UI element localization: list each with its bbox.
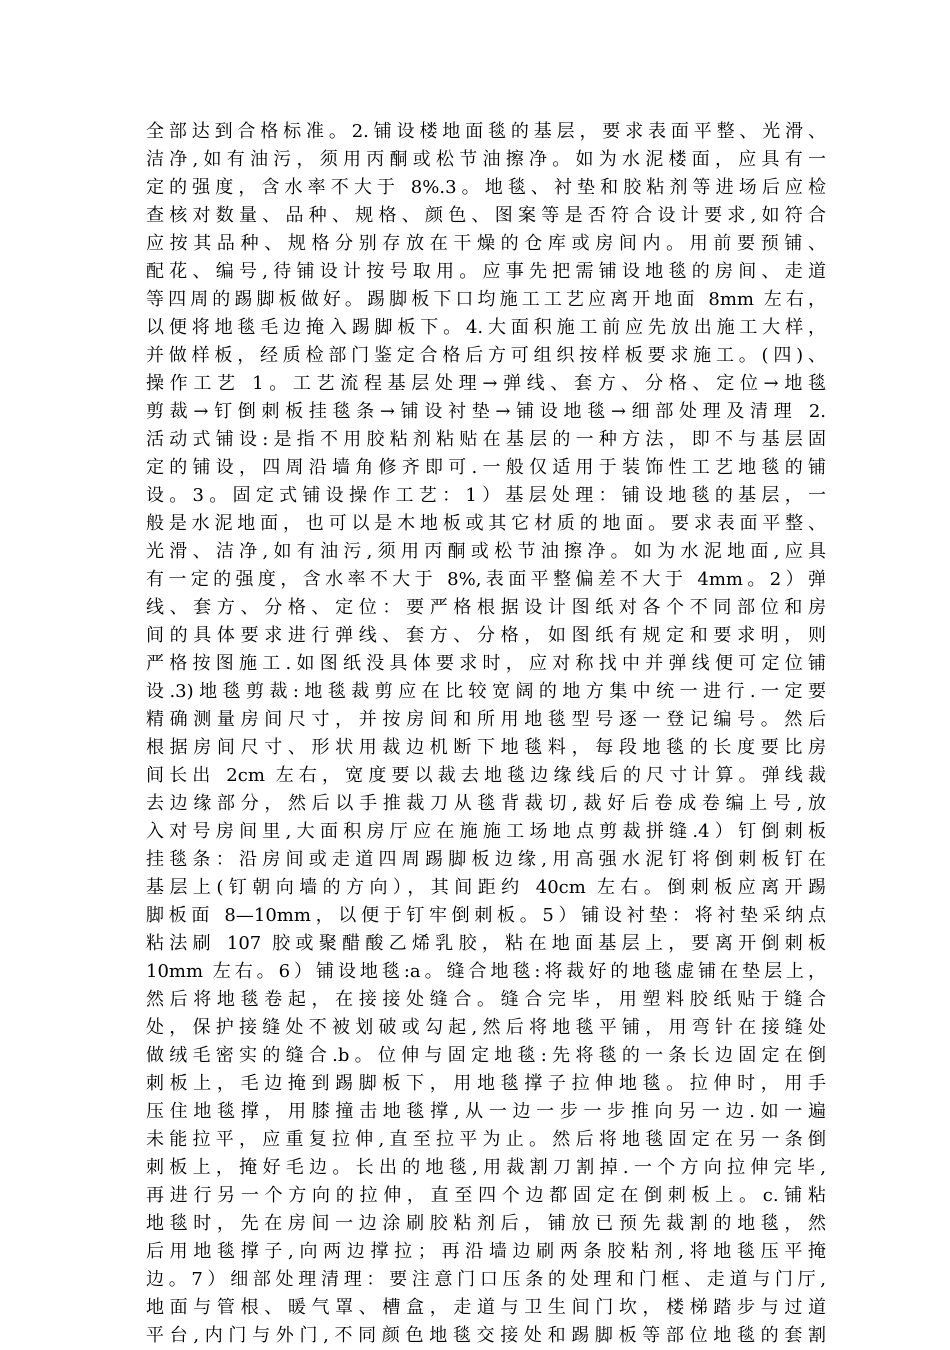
- text-line: 刺板上，掩好毛边。长出的地毯,用裁割刀割掉.一个方向拉伸完毕,: [146, 1157, 826, 1178]
- body-text: [146, 118, 826, 1350]
- text-line: 操作工艺 1。工艺流程基层处理→弹线、套方、分格、定位→地毯: [146, 373, 826, 394]
- text-line: 配花、编号,待铺设计按号取用。应事先把需铺设地毯的房间、走道: [146, 261, 826, 282]
- text-line: 定的强度，含水率不大于 8%.3。地毯、衬垫和胶粘剂等进场后应检: [146, 177, 826, 198]
- text-line: 有一定的强度，含水率不大于 8%,表面平整偏差不大于 4mm。2）弹: [146, 569, 826, 590]
- text-line: 根据房间尺寸、形状用裁边机断下地毯料，每段地毯的长度要比房: [146, 737, 826, 758]
- text-line: 以便将地毯毛边掩入踢脚板下。4.大面积施工前应先放出施工大样，: [146, 317, 826, 338]
- text-line: 间长出 2cm 左右，宽度要以裁去地毯边缘线后的尺寸计算。弹线裁: [146, 765, 826, 786]
- text-line: 剪裁→钉倒刺板挂毯条→铺设衬垫→铺设地毯→细部处理及清理 2.: [146, 401, 826, 422]
- text-line: 入对号房间里,大面积房厅应在施施工场地点剪裁拼缝.4）钉倒刺板: [146, 821, 826, 842]
- text-line: 等四周的踢脚板做好。踢脚板下口均施工工艺应离开地面 8mm 左右，: [146, 289, 826, 310]
- text-line: 后用地毯撑子,向两边撑拉；再沿墙边刷两条胶粘剂,将地毯压平掩: [146, 1241, 826, 1262]
- text-line: 间的具体要求进行弹线、套方、分格，如图纸有规定和要求明，则: [146, 625, 826, 646]
- text-line: 然后将地毯卷起，在接接处缝合。缝合完毕，用塑料胶纸贴于缝合: [146, 989, 826, 1010]
- text-line: 地面与管根、暖气罩、槽盒，走道与卫生间门坎，楼梯踏步与过道: [146, 1297, 826, 1318]
- text-line: 精确测量房间尺寸，并按房间和所用地毯型号逐一登记编号。然后: [146, 709, 826, 730]
- text-line: 挂毯条：沿房间或走道四周踢脚板边缘,用高强水泥钉将倒刺板钉在: [146, 849, 826, 870]
- text-line: 全部达到合格标准。2.铺设楼地面毯的基层，要求表面平整、光滑、: [146, 121, 826, 142]
- text-line: 刺板上，毛边掩到踢脚板下，用地毯撑子拉伸地毯。拉伸时，用手: [146, 1073, 826, 1094]
- text-line: 设。3。固定式铺设操作工艺：1）基层处理：铺设地毯的基层，一: [146, 485, 826, 506]
- text-line: 去边缘部分，然后以手推裁刀从毯背裁切,裁好后卷成卷编上号,放: [146, 793, 826, 814]
- text-line: 脚板面 8—10mm，以便于钉牢倒刺板。5）铺设衬垫：将衬垫采纳点: [146, 905, 826, 926]
- text-line: 严格按图施工.如图纸没具体要求时，应对称找中并弹线便可定位铺: [146, 653, 826, 674]
- text-line: 基层上(钉朝向墙的方向），其间距约 40cm 左右。倒刺板应离开踢: [146, 877, 826, 898]
- text-line: 线、套方、分格、定位：要严格根据设计图纸对各个不同部位和房: [146, 597, 826, 618]
- text-line: 处，保护接缝处不被划破或勾起,然后将地毯平铺，用弯针在接缝处: [146, 1017, 826, 1038]
- text-line: 压住地毯撑，用膝撞击地毯撑,从一边一步一步推向另一边.如一遍: [146, 1101, 826, 1122]
- text-line: 10mm 左右。6）铺设地毯:a。缝合地毯:将裁好的地毯虚铺在垫层上，: [146, 961, 826, 982]
- text-line: 粘法刷 107 胶或聚醋酸乙烯乳胶，粘在地面基层上，要离开倒刺板: [146, 933, 826, 954]
- text-line: 活动式铺设:是指不用胶粘剂粘贴在基层的一种方法，即不与基层固: [146, 429, 826, 450]
- text-line: 地毯时，先在房间一边涂刷胶粘剂后，铺放已预先裁割的地毯，然: [146, 1213, 826, 1234]
- text-line: 并做样板，经质检部门鉴定合格后方可组织按样板要求施工。(四)、: [146, 345, 826, 366]
- text-line: 再进行另一个方向的拉伸，直至四个边都固定在倒刺板上。c.铺粘: [146, 1185, 826, 1206]
- text-line: 般是水泥地面，也可以是木地板或其它材质的地面。要求表面平整、: [146, 513, 826, 534]
- text-line: 做绒毛密实的缝合.b。位伸与固定地毯:先将毯的一条长边固定在倒: [146, 1045, 826, 1066]
- text-line: 平台,内门与外门,不同颜色地毯交接处和踢脚板等部位地毯的套割: [146, 1325, 826, 1346]
- text-line: 洁净,如有油污，须用丙酮或松节油擦净。如为水泥楼面，应具有一: [146, 149, 826, 170]
- text-line: 定的铺设，四周沿墙角修齐即可.一般仅适用于装饰性工艺地毯的铺: [146, 457, 826, 478]
- text-line: 未能拉平，应重复拉伸,直至拉平为止。然后将地毯固定在另一条倒: [146, 1129, 826, 1150]
- text-line: 查核对数量、品种、规格、颜色、图案等是否符合设计要求,如符合: [146, 205, 826, 226]
- text-line: 设.3)地毯剪裁:地毯裁剪应在比较宽阔的地方集中统一进行.一定要: [146, 681, 826, 702]
- text-line: 光滑、洁净,如有油污,须用丙酮或松节油擦净。如为水泥地面,应具: [146, 541, 826, 562]
- text-line: 边。7）细部处理清理：要注意门口压条的处理和门框、走道与门厅,: [146, 1269, 826, 1290]
- text-line: 应按其品种、规格分别存放在干燥的仓库或房间内。用前要预铺、: [146, 233, 826, 254]
